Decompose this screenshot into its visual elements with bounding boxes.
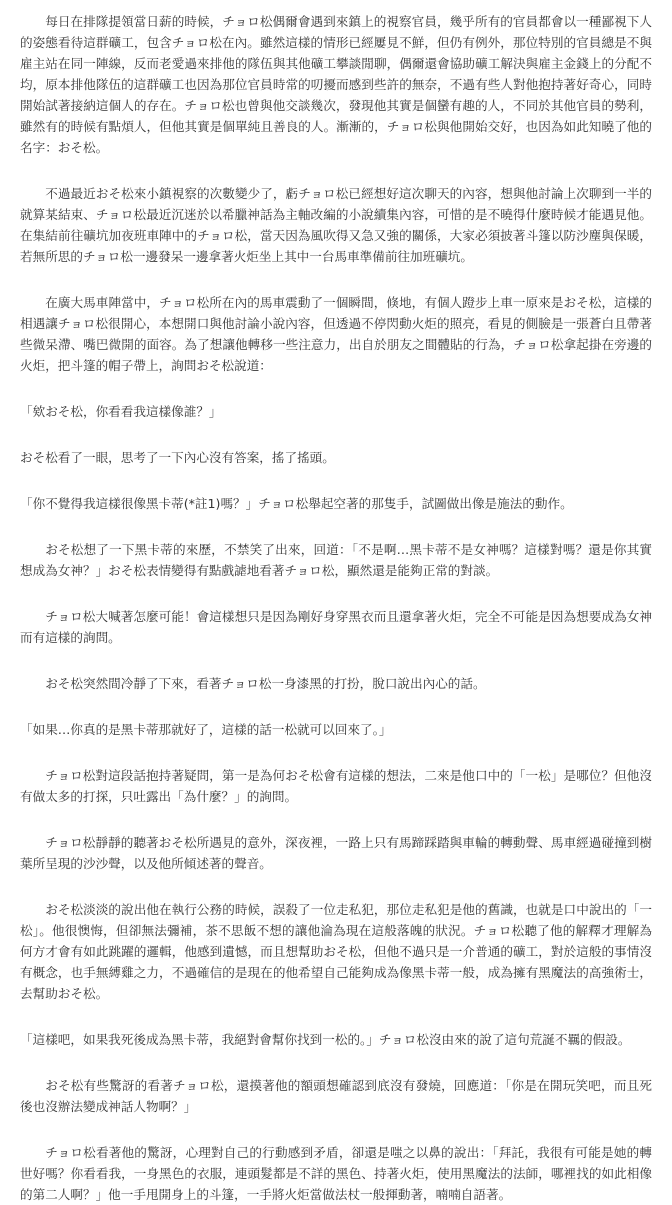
- paragraph-6: 「你不覺得我這樣很像黑卡蒂(*註1)嗎？」チョロ松舉起空著的那隻手，試圖做出像是施法的動作。: [20, 496, 573, 511]
- paragraph-1: 每日在排隊提領當日薪的時候，チョロ松偶爾會遇到來鎮上的視察官員，幾乎所有的官員都會以一種鄙視下人的姿態看待這群礦工，包含チョロ松在內。雖然這樣的情形已經屢見不鮮，但仍有例外，那位特別的官員總是不與雇主站在同一陣線，反而老愛過來排他的隊伍與其他礦工攀談閒聊，偶爾還會協助礦工解決與雇主金錢上的分配不均，原本排他隊伍的這群礦工也因為那位官員時常的叨擾而感到些許的無奈，不過有些人對他抱持著好奇心，同時開始試著接納這個人的存在。チョロ松也曾與他交談幾次，發現他其實是個蠻有趣的人，不同於其他官員的勢利，雖然有的時候有點煩人，但他其實是個單純且善良的人。漸漸的，チョロ松與他開始交好，也因為如此知曉了他的名字：おそ松。: [20, 14, 652, 155]
- paragraph-5: おそ松看了一眼，思考了一下內心沒有答案，搖了搖頭。: [20, 450, 335, 465]
- paragraph-12: チョロ松靜靜的聽著おそ松所遇見的意外，深夜裡，一路上只有馬蹄踩踏與車輪的轉動聲、馬車經過碰撞到樹葉所呈現的沙沙聲，以及他所傾述著的聲音。: [20, 835, 652, 871]
- paragraph-15: おそ松有些驚訝的看著チョロ松，還摸著他的額頭想確認到底沒有發燒，回應道：「你是在開玩笑吧，而且死後也沒辦法變成神話人物啊？」: [20, 1078, 652, 1114]
- paragraph-10: 「如果…你真的是黑卡蒂那就好了，這樣的話一松就可以回來了。」: [20, 722, 392, 737]
- paragraph-11: チョロ松對這段話抱持著疑問，第一是為何おそ松會有這樣的想法，二來是他口中的「一松」是哪位？但他沒有做太多的打探，只吐露出「為什麼？」的詢問。: [20, 768, 652, 804]
- paragraph-14: 「這樣吧，如果我死後成為黑卡蒂，我絕對會幫你找到一松的。」チョロ松沒由來的說了這句荒誕不羈的假設。: [20, 1032, 631, 1047]
- paragraph-9: おそ松突然間冷靜了下來，看著チョロ松一身漆黑的打扮，脫口說出內心的話。: [45, 676, 486, 691]
- paragraph-13: おそ松淡淡的說出他在執行公務的時候，誤殺了一位走私犯，那位走私犯是他的舊識，也就是口中說出的「一松」。他很懊悔，但卻無法彌補，茶不思飯不想的讓他淪為現在這般落魄的狀況。チョロ松聽了他的解釋才理解為何方才會有如此跳躍的邏輯，他感到遺憾，而且想幫助おそ松，但他不過只是一介普通的礦工，對於這般的事情沒有概念，也手無縛雞之力，不過確信的是現在的他希望自己能夠成為像黑卡蒂一般，成為擁有黑魔法的高強術士，去幫助おそ松。: [20, 902, 652, 1001]
- paragraph-4: 「欸おそ松，你看看我這樣像誰？」: [20, 404, 222, 419]
- paragraph-7: おそ松想了一下黑卡蒂的來歷，不禁笑了出來，回道：「不是啊…黑卡蒂不是女神嗎？這樣對嗎？還是你其實想成為女神？」おそ松表情變得有點戲謔地看著チョロ松，顯然還是能夠正常的對談。: [20, 542, 652, 578]
- paragraph-2: 不過最近おそ松來小鎮視察的次數變少了，虧チョロ松已經想好這次聊天的內容，想與他討論上次聊到一半的就算某結束、チョロ松最近沉迷於以希臘神話為主軸改編的小說續集內容，可惜的是不曉得什麼時候才能遇見他。在集結前往礦坑加夜班車陣中的チョロ松，當天因為風吹得又急又強的關係，大家必須披著斗篷以防沙塵與保暖，若無所思的チョロ松一邊發呆一邊拿著火炬坐上其中一台馬車準備前往加班礦坑。: [20, 186, 652, 264]
- paragraph-8: チョロ松大喊著怎麼可能！會這樣想只是因為剛好身穿黑衣而且還拿著火炬，完全不可能是因為想要成為女神而有這樣的詢問。: [20, 609, 652, 645]
- paragraph-3: 在廣大馬車陣當中，チョロ松所在內的馬車震動了一個瞬間，倏地，有個人蹬步上車一原來是おそ松，這樣的相遇讓チョロ松很開心，本想開口與他討論小說內容，但透過不停閃動火炬的照亮，看見的側臉是一張蒼白且帶著些微呆滯、嘴巴微開的面容。為了想讓他轉移一些注意力，出自於朋友之間體貼的行為，チョロ松拿起掛在旁邊的火炬，把斗篷的帽子帶上，詢問おそ松說道：: [20, 295, 652, 373]
- paragraph-16: チョロ松看著他的驚訝，心理對自己的行動感到矛盾，卻還是嗤之以鼻的說出：「拜託，我很有可能是她的轉世好嗎？你看看我，一身黑色的衣服，連頭髮都是不詳的黑色、持著火炬，使用黑魔法的法師，哪裡找的如此相像的第二人啊？」他一手甩開身上的斗篷，一手將火炬當做法杖一般揮動著，喃喃自語著。: [20, 1145, 652, 1202]
